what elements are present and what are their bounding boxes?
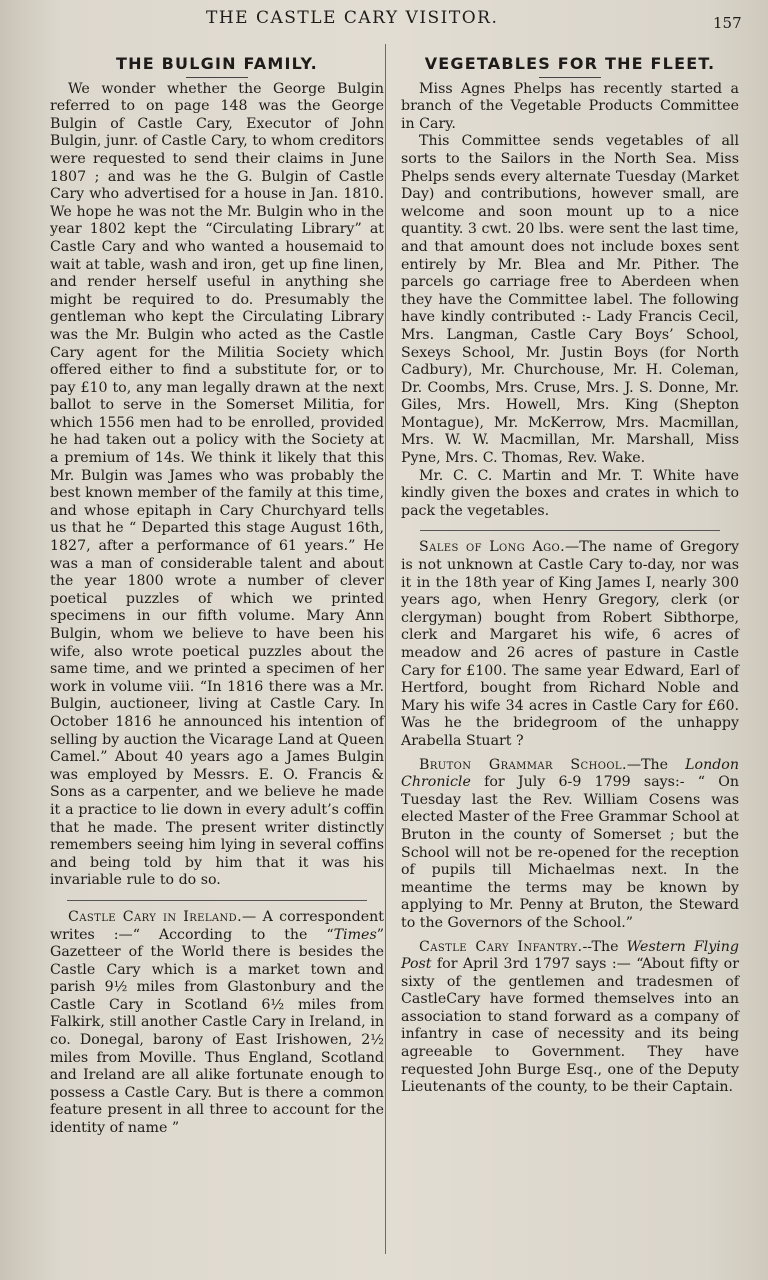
western-flying-post-title: Western Flying Post [401, 938, 739, 973]
column-divider [385, 44, 386, 1254]
running-head [0, 6, 768, 36]
title-rule [186, 77, 248, 78]
bulgin-family-title: THE BULGIN FAMILY. [116, 54, 318, 73]
castle-cary-infantry-heading: Castle Cary Infantry. [419, 938, 583, 955]
right-column [401, 52, 739, 1097]
bulgin-family-paragraph: We wonder whether the George Bulgin referred to on page 148 was the George Bulgin of Castle Cary, Executor of John Bulgin, junr. of Castle Cary, to whom creditors were requested to send their claims in June 1807 ; and was he the G. Bulgin of Castle Cary who advertised for a house in Jan. 1810. We hope he was not the Mr. Bulgin who in the year 1802 kept the “Circulating Library” at Castle Cary and who wanted a housemaid to wait at table, wash and iron, get up fine linen, and render herself useful in anything she might be required to do. Presumably the gentleman who kept the Circulating Library was the Mr. Bulgin who acted as the Castle Cary agent for the Militia Society which offered either to find a substitute for, or to pay £10 to, any man legally drawn at the next ballot to serve in the Somerset Militia, for which 1556 men had to be enrolled, provided he had taken out a policy with the Society at a premium of 14s. We think it likely that this Mr. Bulgin was James who was probably the best known member of the family at this time, and whose epitaph in Cary Churchyard tells us that he “ Departed this stage August 16th, 1827, after a performance of 61 years.” He was a man of considerable talent and about the year 1800 wrote a number of clever poetical puzzles of which we printed specimens in our fifth volume. Mary Ann Bulgin, whom we believe to have been his wife, also wrote poetical puzzles about the same time, and we printed a specimen of her work in volume viii. “In 1816 there was a Mr. Bulgin, auctioneer, living at Castle Cary. In October 1816 he announced his intention of selling by auction the Vicarage Land at Queen Camel.” About 40 years ago a James Bulgin was employed by Messrs. E. O. Francis & Sons as a carpenter, and we believe he made it a practice to lie down in every adult’s coffin that he made. The present writer distinctly remembers seeing him lying in several coffins and being told by him that it was his invariable rule to do so. [50, 80, 384, 889]
sales-long-ago-text: —The name of Gregory is not unknown at Castle Cary to-day, nor was it in the 18th year of King James I, nearly 300 years ago, when Henry Gregory, clerk (or clergyman) bought from Robert Sibthorpe, clerk and Margaret his wife, 6 acres of meadow and 26 acres of pasture in Castle Cary for £100. The same year Edward, Earl of Hertford, bought from Richard Noble and Mary his wife 34 acres in Castle Cary for £60. Was he the bridegroom of the unhappy Arabella Stuart ? [401, 539, 739, 749]
infantry-text-intro: --The [582, 938, 627, 955]
ireland-text-body: ” Gazetteer of the World there is besides the Castle Cary which is a market town and parish 9½ miles from Glastonbury and the Castle Cary in Scotland 6½ miles from Falkirk, still another Castle Cary in Ireland, in co. Donegal, barony of East Irishowen, 2½ miles from Moville. Thus England, Scotland and Ireland are all alike fortunate enough to possess a Castle Cary. But is there a common feature present in all three to account for the identity of name ” [50, 926, 384, 1137]
london-chronicle-title: London Chronicle [401, 756, 739, 791]
vegetables-paragraph-2: This Committee sends vegetables of all sorts to the Sailors in the North Sea. Miss Phelps sends every alternate Tuesday (Market Day) and contributions, however small, are welcome and soon mount up to a nice quantity. 3 cwt. 20 lbs. were sent the last time, and that amount does not include boxes sent entirely by Mr. Blea and Mr. Pither. The parcels go carriage free to Aberdeen when they have the Committee label. The following have kindly contributed :- Lady Francis Cecil, Mrs. Langman, Castle Cary Boys’ School, Sexeys School, Mr. Justin Boys (for North Cadbury), Mr. Churchouse, Mr. H. Coleman, Dr. Coombs, Mrs. Cruse, Mrs. J. S. Donne, Mr. Giles, Mrs. Howell, Mrs. King (Shepton Montague), Mr. McKerrow, Mrs. Macmillan, Mrs. W. W. Macmillan, Mr. Marshall, Miss Pyne, Mrs. C. Thomas, Rev. Wake. [401, 133, 739, 467]
sales-long-ago-heading: Sales of Long Ago. [419, 539, 565, 556]
section-divider [67, 900, 367, 901]
title-rule [539, 77, 601, 78]
bruton-text-body: for July 6-9 1799 says:- “ On Tuesday last the Rev. William Cosens was elected Master of the Free Grammar School at Bruton in the county of Somerset ; but the School will not be re-opened for the reception of pupils till Michaelmas next. In the meantime the terms may be known by applying to Mr. Penny at Bruton, the Steward to the Governors of the School.” [401, 774, 739, 931]
vegetables-paragraph-3: Mr. C. C. Martin and Mr. T. White have kindly given the boxes and crates in which to pack the vegetables. [401, 467, 739, 519]
times-title: Times [333, 926, 377, 943]
bruton-text-intro: —The [626, 756, 686, 773]
journal-title: THE CASTLE CARY VISITOR. [206, 8, 499, 28]
page-number: 157 [713, 14, 742, 32]
vegetables-paragraph-1: Miss Agnes Phelps has recently started a branch of the Vegetable Products Committee in Cary. [401, 80, 739, 132]
ireland-text-intro: — A correspondent writes :—“ According to the “ [50, 908, 384, 943]
castle-cary-ireland-heading: Castle Cary in Ireland. [68, 908, 243, 925]
left-column [50, 52, 384, 1138]
castle-cary-infantry-article [401, 939, 739, 1097]
bruton-grammar-school-heading: Bruton Grammar School. [419, 756, 627, 773]
infantry-text-body: for April 3rd 1797 says :— “About fifty or sixty of the gentlemen and tradesmen of CastleCary have formed themselves into an association to stand forward as a company of infantry in case of necessity and its being agreeable to Government. They have requested John Burge Esq., one of the Deputy Lieutenants of the county, to be their Captain. [401, 956, 739, 1096]
castle-cary-ireland-article [50, 909, 384, 1138]
sales-long-ago-article [401, 539, 739, 750]
vegetables-fleet-title: VEGETABLES FOR THE FLEET. [424, 54, 716, 73]
bruton-grammar-school-article [401, 757, 739, 933]
section-divider [420, 530, 720, 531]
